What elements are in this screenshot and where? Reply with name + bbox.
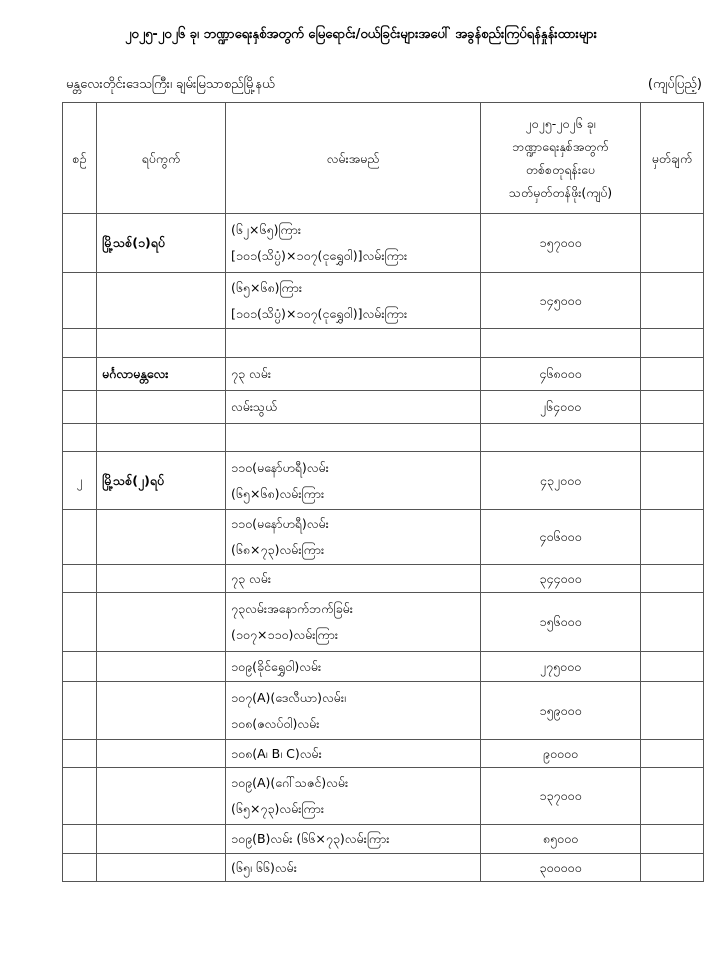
cell-quarter: [97, 854, 226, 882]
cell-quarter: မင်္ဂလာမန္တလေး: [97, 358, 226, 391]
table-row: [63, 214, 704, 273]
street-line: (၆၈×၇၃)လမ်းကြား: [231, 542, 325, 557]
cell-remark: [641, 329, 704, 358]
cell-street: [226, 682, 481, 740]
cell-price: ၄၀၆၀၀၀: [481, 510, 641, 565]
cell-price: ၁၅၇၀၀၀: [481, 214, 641, 273]
table-row: [63, 424, 704, 452]
street-line: [၁၀၁(သိပ္ပံ)×၁၀၇(ငုရွှေဝါ)]လမ်းကြား: [231, 248, 408, 263]
cell-quarter: [97, 682, 226, 740]
cell-street: [226, 329, 481, 358]
cell-quarter: မြို့သစ်(၂)ရပ်: [97, 452, 226, 510]
table-row: [63, 682, 704, 740]
table-row: [63, 593, 704, 652]
cell-remark: [641, 214, 704, 273]
cell-no: [63, 358, 97, 391]
cell-remark: [641, 424, 704, 452]
table-row: [63, 329, 704, 358]
cell-remark: [641, 652, 704, 682]
cell-price: [481, 424, 641, 452]
cell-quarter: [97, 652, 226, 682]
cell-quarter: [97, 510, 226, 565]
cell-price: ၁၄၅၀၀၀: [481, 273, 641, 329]
cell-price: ၈၅၀၀၀: [481, 825, 641, 854]
cell-price: ၁၃၇၀၀၀: [481, 768, 641, 825]
cell-remark: [641, 768, 704, 825]
cell-street: [226, 214, 481, 273]
cell-no: [63, 682, 97, 740]
cell-street: [226, 652, 481, 682]
cell-remark: [641, 452, 704, 510]
street-line: (၆၅×၆၈)လမ်းကြား: [231, 485, 325, 501]
cell-remark: [641, 391, 704, 424]
cell-street: [226, 593, 481, 652]
street-line: ၇၃ လမ်း: [231, 366, 272, 381]
cell-no: [63, 593, 97, 652]
street-line: (၆၅၊ ၆၆)လမ်း: [231, 859, 297, 875]
cell-no: [63, 510, 97, 565]
table-row: [63, 768, 704, 825]
cell-street: [226, 510, 481, 565]
table-row: [63, 854, 704, 882]
street-line: ၁၁၀(မနော်ဟရီ)လမ်း: [231, 459, 329, 475]
region-label: မန္တလေးတိုင်းဒေသကြီး၊ ချမ်းမြသာစည်မြို့နယ်: [66, 77, 275, 92]
cell-price: [481, 329, 641, 358]
header-remark: မှတ်ချက်: [641, 103, 704, 214]
cell-price: ၂၇၅၀၀၀: [481, 652, 641, 682]
street-line: ၇၃ လမ်း: [231, 570, 272, 586]
cell-street: [226, 854, 481, 882]
cell-price: ၃၀၀၀၀၀: [481, 854, 641, 882]
cell-quarter: [97, 565, 226, 593]
cell-remark: [641, 825, 704, 854]
cell-no: [63, 565, 97, 593]
street-line: ၇၃လမ်းအနောက်ဘက်ခြမ်း: [231, 601, 353, 616]
cell-remark: [641, 854, 704, 882]
street-line: ၁၁၀(မနော်ဟရီ)လမ်း: [231, 516, 329, 531]
price-table: [62, 102, 704, 882]
cell-no: [63, 768, 97, 825]
table-row: [63, 825, 704, 854]
cell-quarter: မြို့သစ်(၁)ရပ်: [97, 214, 226, 273]
cell-price: ၁၅၆၀၀၀: [481, 593, 641, 652]
cell-no: [63, 391, 97, 424]
cell-price: ၂၆၄၀၀၀: [481, 391, 641, 424]
cell-street: [226, 452, 481, 510]
table-row: [63, 452, 704, 510]
cell-no: ၂: [63, 452, 97, 510]
header-street: လမ်းအမည်: [226, 103, 481, 214]
page-title: ၂၀၂၅-၂၀၂၆ ခု၊ ဘဏ္ဍာရေးနှစ်အတွက် မြေရောင်း/ဝယ်ခြင်းများအပေါ် အခွန်စည်းကြပ်ရန်နှုန်းထားများ: [125, 27, 597, 42]
street-line: ၁၀၉(A)(ဂေါ်သဇင်)လမ်း: [231, 775, 349, 790]
cell-quarter: [97, 391, 226, 424]
cell-remark: [641, 740, 704, 768]
table-row: [63, 510, 704, 565]
header-quarter: ရပ်ကွက်: [97, 103, 226, 214]
cell-remark: [641, 565, 704, 593]
street-line: လမ်းသွယ်: [231, 399, 278, 414]
table-row: [63, 358, 704, 391]
header-price-line: ၂၀၂၅-၂၀၂၆ ခု၊: [525, 116, 596, 131]
cell-quarter: [97, 740, 226, 768]
unit-label: (ကျပ်ပြည့်): [647, 77, 702, 92]
table-header-row: [63, 103, 704, 214]
street-line: ၁၀၉(B)လမ်း (၆၆×၇၃)လမ်းကြား: [231, 831, 390, 846]
table-row: [63, 740, 704, 768]
table-row: [63, 391, 704, 424]
cell-quarter: [97, 825, 226, 854]
cell-remark: [641, 593, 704, 652]
table-header: [63, 103, 704, 214]
cell-quarter: [97, 329, 226, 358]
table-row: [63, 565, 704, 593]
cell-street: [226, 565, 481, 593]
cell-no: [63, 854, 97, 882]
cell-quarter: [97, 273, 226, 329]
table-body: [63, 214, 704, 882]
table-row: [63, 652, 704, 682]
header-price-line: တစ်စတုရန်းပေ: [525, 162, 596, 177]
cell-street: [226, 740, 481, 768]
cell-price: ၉၀၀၀၀: [481, 740, 641, 768]
table-row: [63, 273, 704, 329]
street-line: ၁၀၇(A)(ဒေလီယာ)လမ်း၊: [231, 689, 346, 705]
cell-price: ၄၆၈၀၀၀: [481, 358, 641, 391]
cell-price: ၄၃၂၀၀၀: [481, 452, 641, 510]
cell-street: [226, 358, 481, 391]
header-price-line: ဘဏ္ဍာရေးနှစ်အတွက်: [512, 139, 609, 154]
cell-street: [226, 273, 481, 329]
cell-no: [63, 214, 97, 273]
cell-no: [63, 825, 97, 854]
street-line: ၁၀၈(ဇလပ်ဝါ)လမ်း: [231, 715, 320, 731]
cell-remark: [641, 510, 704, 565]
street-line: [၁၀၁(သိပ္ပံ)×၁၀၇(ငုရွှေဝါ)]လမ်းကြား: [231, 305, 408, 321]
header-price-line: သတ်မှတ်တန်ဖိုး(ကျပ်): [508, 185, 613, 200]
cell-street: [226, 768, 481, 825]
header-no: စဉ်: [63, 103, 97, 214]
street-line: ၁၀၈(A၊ B၊ C)လမ်း: [231, 745, 322, 761]
cell-street: [226, 424, 481, 452]
cell-no: [63, 652, 97, 682]
cell-remark: [641, 682, 704, 740]
cell-no: [63, 273, 97, 329]
cell-street: [226, 825, 481, 854]
cell-no: [63, 424, 97, 452]
street-line: (၆၅×၆၈)ကြား: [231, 279, 303, 295]
cell-no: [63, 329, 97, 358]
street-line: (၆၂×၆၅)ကြား: [231, 222, 302, 237]
header-price: [481, 103, 641, 214]
street-line: (၁၀၇×၁၁၀)လမ်းကြား: [231, 627, 339, 642]
street-line: ၁၀၉(ခိုင်ရွှေဝါ)လမ်း: [231, 658, 322, 674]
cell-no: [63, 740, 97, 768]
cell-quarter: [97, 593, 226, 652]
street-line: (၆၅×၇၃)လမ်းကြား: [231, 801, 325, 816]
cell-price: ၃၄၄၀၀၀: [481, 565, 641, 593]
cell-street: [226, 391, 481, 424]
cell-quarter: [97, 424, 226, 452]
cell-quarter: [97, 768, 226, 825]
cell-remark: [641, 358, 704, 391]
cell-price: ၁၅၉၀၀၀: [481, 682, 641, 740]
cell-remark: [641, 273, 704, 329]
